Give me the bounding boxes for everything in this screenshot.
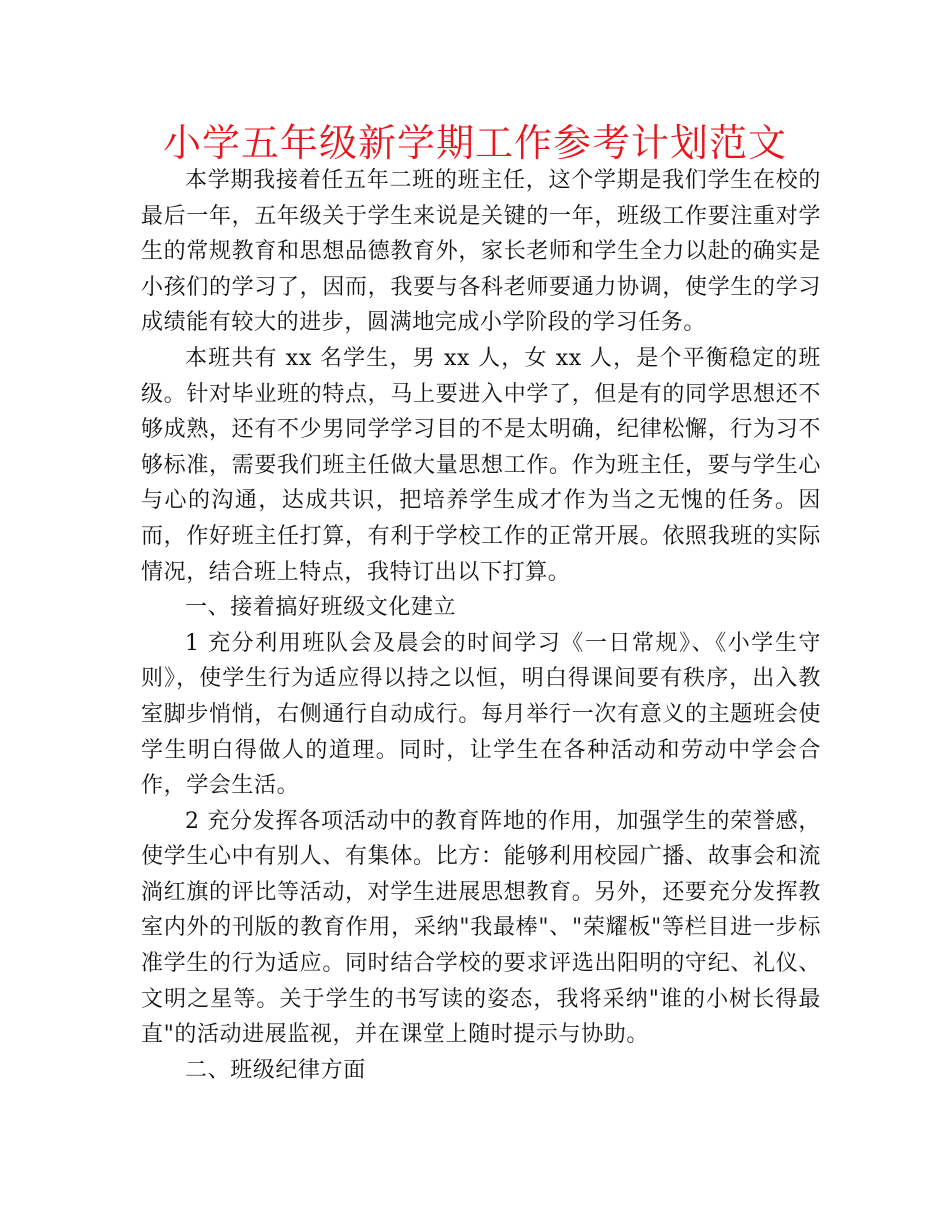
section-heading-discipline: 二、班级纪律方面	[185, 1057, 366, 1083]
section-heading-class-culture: 一、接着搞好班级文化建立	[185, 595, 457, 621]
paragraph-class-overview: 本班共有 xx 名学生，男 xx 人，女 xx 人，是个平衡稳定的班级。针对毕业班的特点，马上要进入中学了，但是有的同学思想还不够成熟，还有不少男同学学习目的不是太明确，纪律松懈，行为习不够标准，需要我们班主任做大量思想工作。作为班主任，要与学生心与心的沟通，达成共识，把培养学生成才作为当之无愧的任务。因而，作好班主任打算，有利于学校工作的正常开展。依照我班的实际情况，结合班上特点，我特订出以下打算。	[141, 345, 821, 585]
paragraph-item-2: 2 充分发挥各项活动中的教育阵地的作用，加强学生的荣誉感，使学生心中有别人、有集体。比方：能够利用校园广播、故事会和流淌红旗的评比等活动，对学生进展思想教育。另外，还要充分发挥教室内外的刊版的教育作用，采纳"我最棒"、"荣耀板"等栏目进一步标准学生的行为适应。同时结合学校的要求评选出阳明的守纪、礼仪、文明之星等。关于学生的书写读的姿态，我将采纳"谁的小树长得最直"的活动进展监视，并在课堂上随时提示与协助。	[141, 808, 821, 1048]
document-title: 小学五年级新学期工作参考计划范文	[162, 121, 787, 165]
paragraph-item-1: 1 充分利用班队会及晨会的时间学习《一日常规》、《小学生守则》，使学生行为适应得以持之以恒，明白得课间要有秩序，出入教室脚步悄悄，右侧通行自动成行。每月举行一次有意义的主题班会使学生明白得做人的道理。同时，让学生在各种活动和劳动中学会合作，学会生活。	[141, 630, 821, 799]
document-body	[141, 163, 821, 1088]
paragraph-intro: 本学期我接着任五年二班的班主任，这个学期是我们学生在校的最后一年，五年级关于学生来说是关键的一年，班级工作要注重对学生的常规教育和思想品德教育外，家长老师和学生全力以赴的确实是小孩们的学习了，因而，我要与各科老师要通力协调，使学生的学习成绩能有较大的进步，圆满地完成小学阶段的学习任务。	[141, 168, 821, 336]
